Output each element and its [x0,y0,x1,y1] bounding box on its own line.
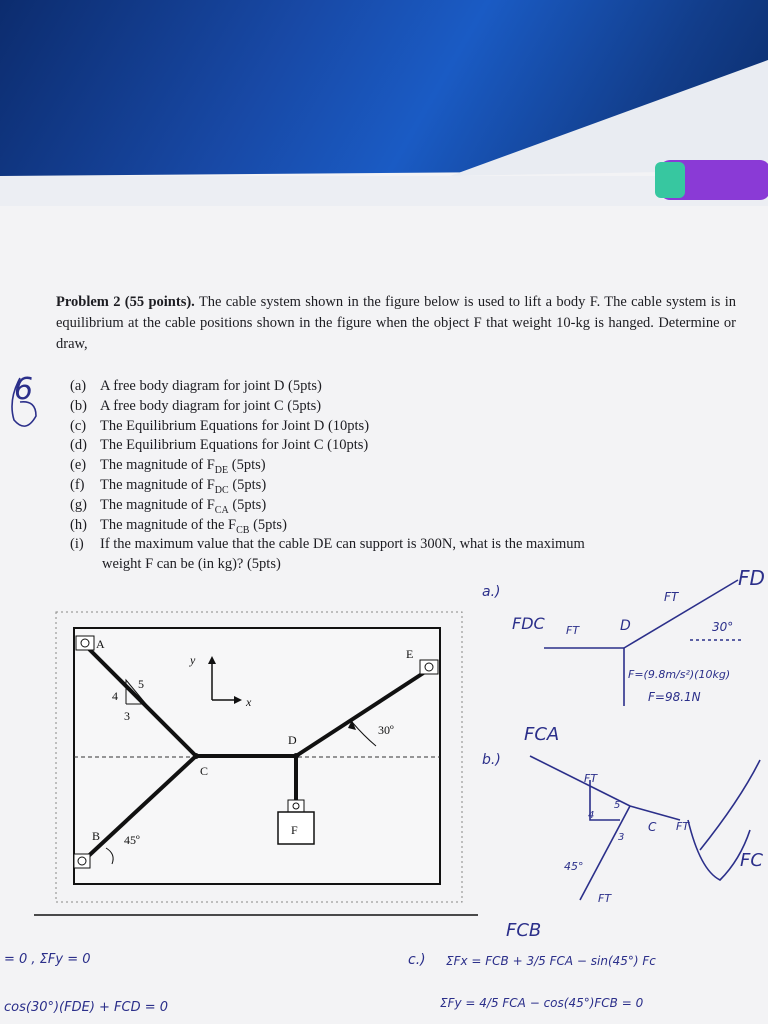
anchor-a [76,636,94,650]
task-text: The Equilibrium Equations for Joint D (10pts) [100,417,370,434]
label-e: E [406,647,414,661]
hand-c: C [648,820,657,834]
hand-tri4: 4 [588,810,595,821]
task-label: (a) [70,378,87,394]
hand-fdc: FDC [512,614,545,633]
y-axis-label: y [190,653,196,667]
hand-fc-edge: FC [740,850,763,871]
hand-ft3: FT [584,772,598,785]
task-label: (g) [70,496,87,513]
hand-tri5: 5 [614,800,621,811]
hand-ft2: FT [566,624,580,637]
hand-ft1: FT [664,590,679,604]
angle-30-label: 30º [378,723,394,737]
task-text: If the maximum value that the cable DE can support is 300N, what is the maximum [100,536,585,553]
hand-angle30: 30° [712,620,734,634]
hand-d: D [620,618,631,634]
hand-fcb: FCB [506,920,542,941]
task-label: (b) [70,397,87,414]
hand-eq-y: ΣFy = 4/5 FCA − cos(45°)FCB = 0 [440,996,644,1010]
task-subscript: DC [214,484,229,496]
task-label: (e) [70,457,87,474]
task-text: The Equilibrium Equations for Joint C (10pts) [100,437,369,454]
label-c: C [200,764,209,778]
angle-45-label: 45º [124,833,140,847]
label-a: A [96,637,105,651]
hand-weight-val: F=98.1N [648,690,701,704]
hand-left-eq2: cos(30°)(FDE) + FCD = 0 [4,1000,169,1015]
slope-run: 3 [124,709,130,723]
task-label: (f) [70,476,85,493]
task-label: (i) [70,536,84,553]
hand-tri3: 3 [618,832,625,843]
problem-heading: Problem 2 (55 points). [56,294,195,310]
task-points: (5pts) [228,496,267,513]
hand-left-eq1: = 0 , ΣFy = 0 [4,952,91,967]
task-text: The magnitude of F [100,476,215,493]
slope-rise: 4 [112,689,118,703]
hand-part-b: b.) [482,752,501,768]
task-label: (h) [70,516,87,533]
joint-c [193,753,199,759]
task-text: A free body diagram for joint C (5pts) [100,397,322,414]
hand-eq-x: ΣFx = FCB + 3/5 FCA − sin(45°) Fc [446,954,656,968]
task-continuation: weight F can be (in kg)? (5pts) [102,556,281,573]
hand-score: 6 [14,372,34,407]
task-points: (5pts) [228,476,267,493]
task-points: (5pts) [249,516,287,533]
anchor-b [74,854,90,868]
anchor-e [420,660,438,674]
x-axis-label: x [246,695,252,709]
task-points: (5pts) [228,457,266,474]
hand-part-c: c.) [408,952,426,968]
hand-ft5: FT [598,892,612,905]
hand-deg45: 45° [564,860,584,873]
task-text: The magnitude of F [100,496,215,513]
task-subscript: DE [214,465,229,477]
problem-intro: The cable system shown in the figure below is used to lift a body F. The cable system is in equilibrium at the cable positions shown in the figure when the object F that weight 10-kg is hanged. Determine or draw, [56,294,736,352]
hand-part-a: a.) [482,584,501,600]
label-b: B [92,829,101,843]
hand-fca: FCA [524,724,560,745]
hand-fd-corner: FD [738,566,765,590]
task-subscript: CB [236,524,250,536]
hand-weight-eq: F=(9.8m/s²)(10kg) [628,668,731,681]
task-label: (d) [70,437,87,454]
task-text: A free body diagram for joint D (5pts) [100,378,322,394]
task-text: The magnitude of the F [100,516,237,533]
joint-d [293,753,299,759]
label-d: D [288,733,297,747]
slope-hyp: 5 [138,677,144,691]
hand-ft4: FT [676,820,690,833]
task-label: (c) [70,417,87,434]
label-f: F [291,823,298,837]
task-text: The magnitude of F [100,457,215,474]
task-subscript: CA [214,504,229,516]
